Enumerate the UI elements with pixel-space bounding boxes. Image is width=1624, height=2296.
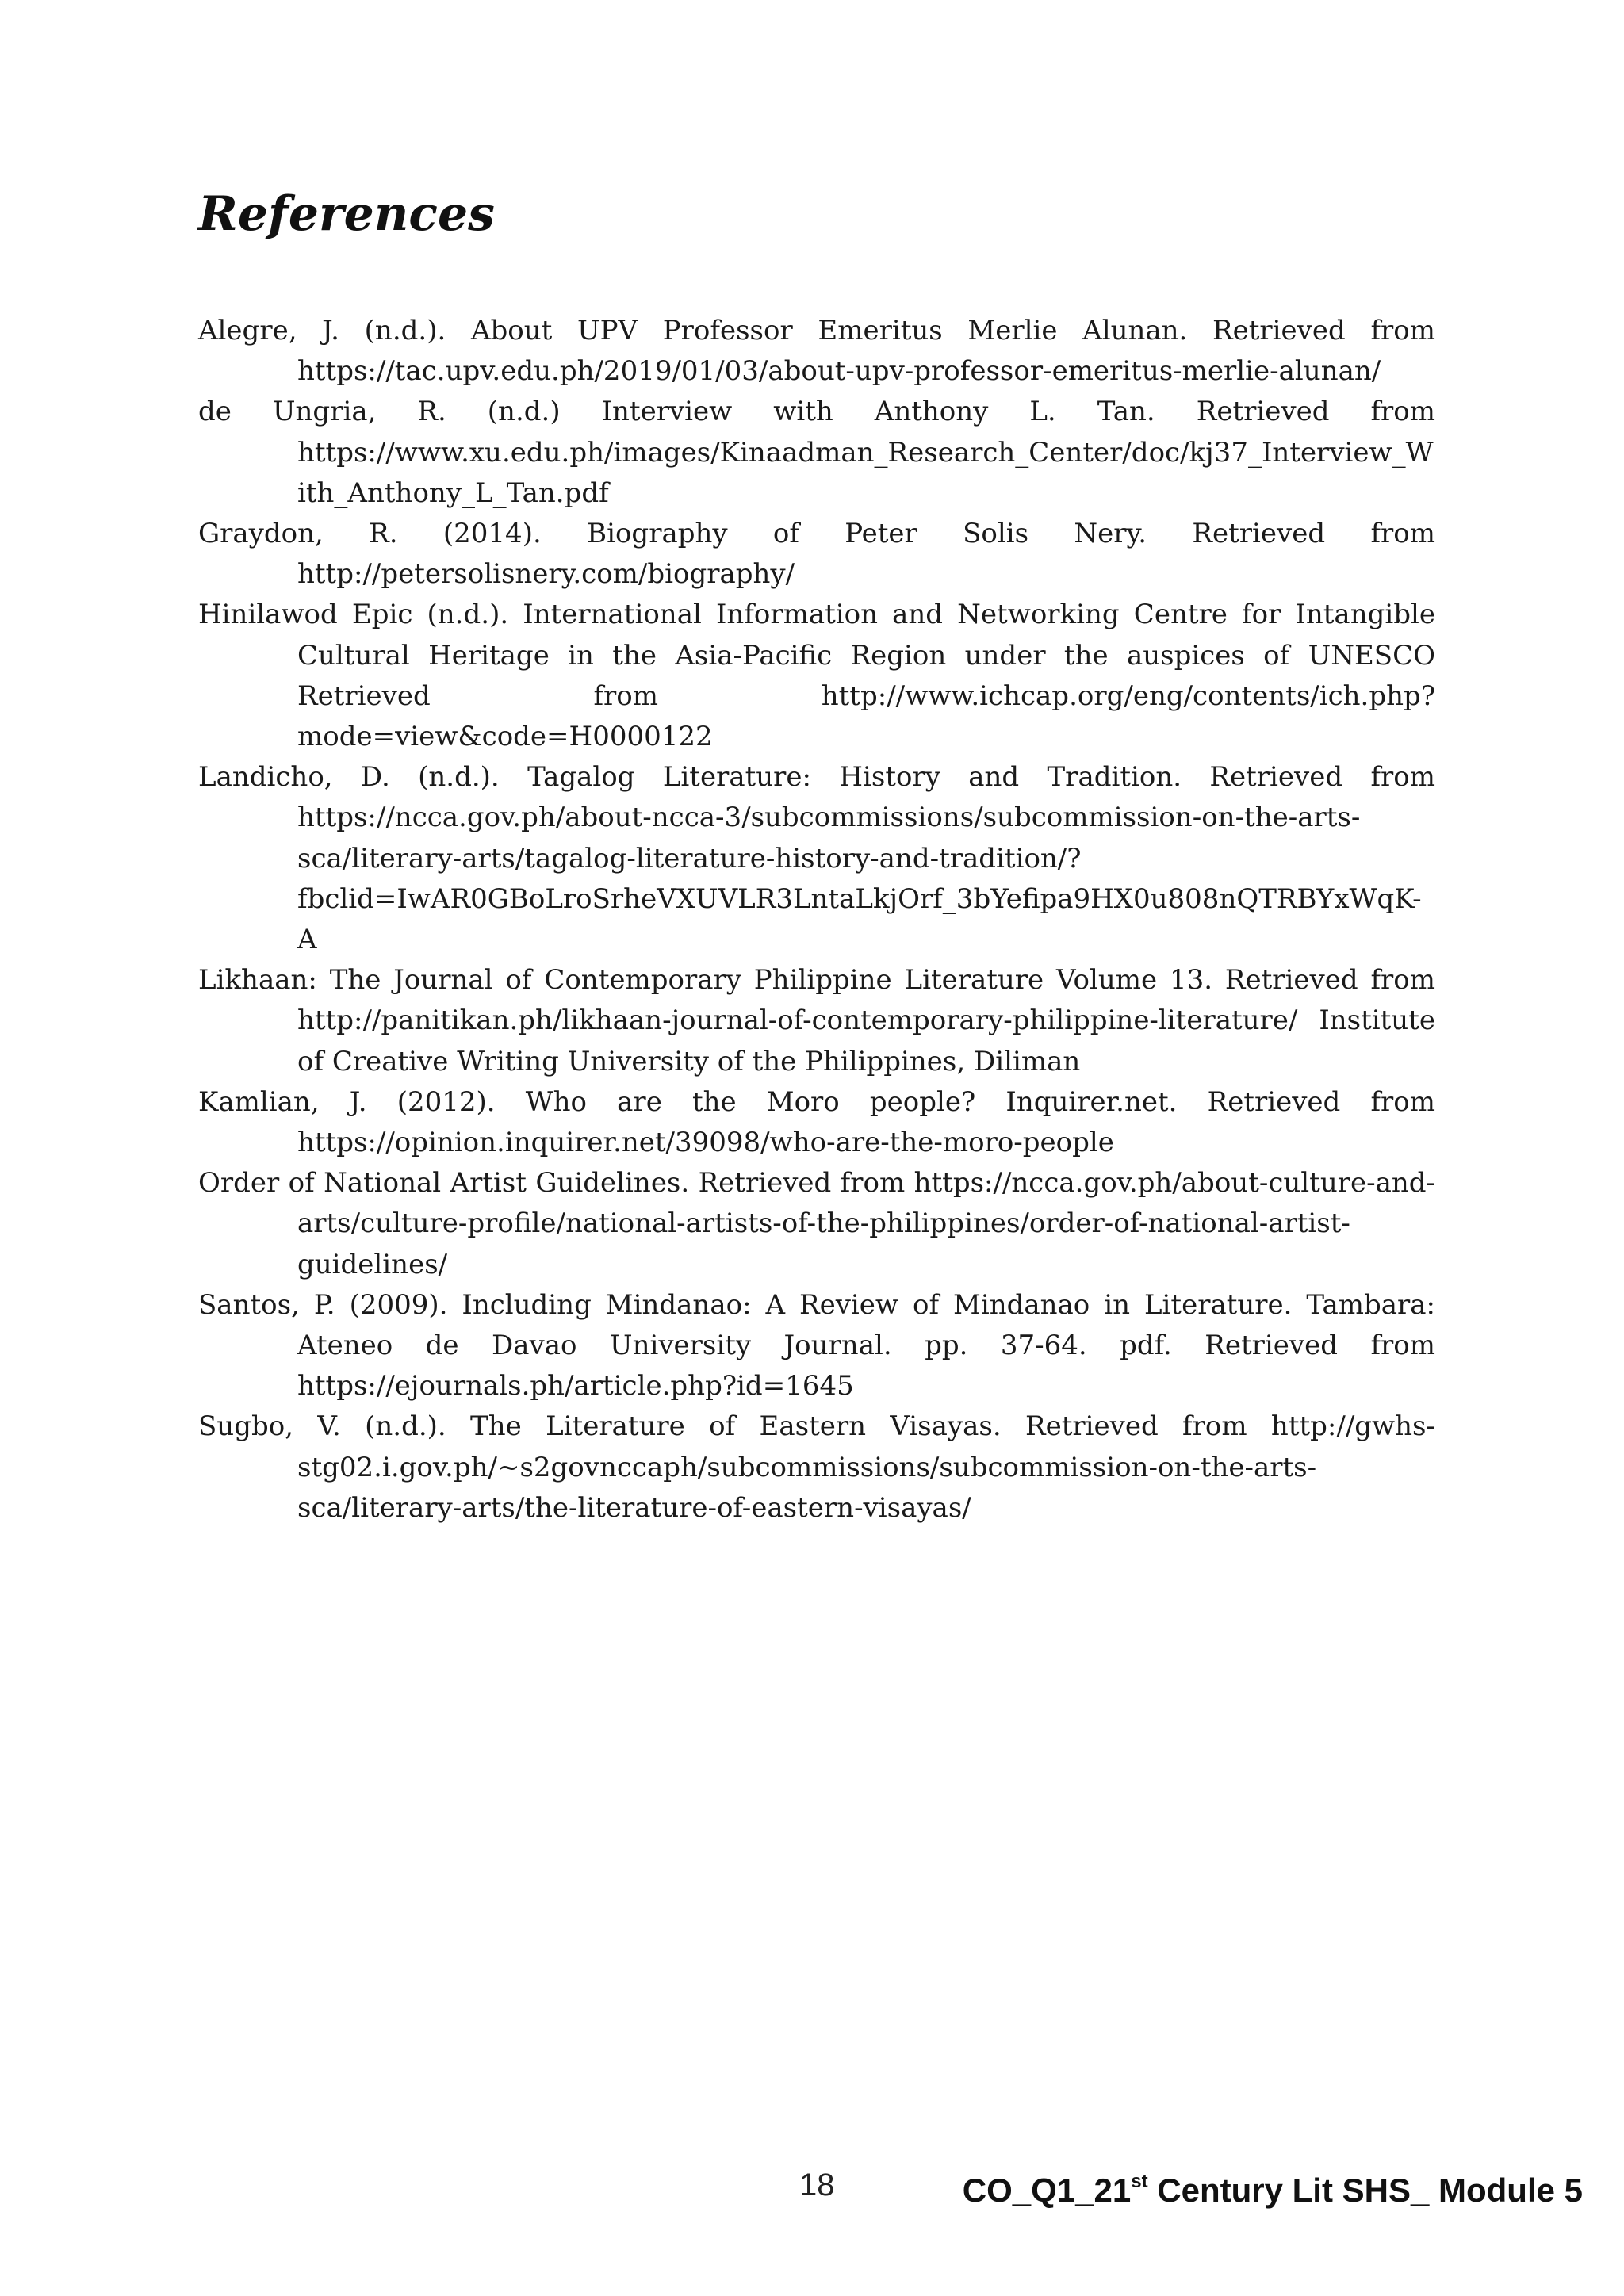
reference-entry: Order of National Artist Guidelines. Retrieved from https://ncca.gov.ph/about-culture-and-arts/culture-profile/national-artists-of-the-philippines/order-of-national-artist-guidelines/: [198, 1167, 1435, 1280]
reference-entry: Likhaan: The Journal of Contemporary Philippine Literature Volume 13. Retrieved from http://panitikan.ph/likhaan-journal-of-contemporary-philippine-literature/ Institute of Creative Writing University of the Philippines, Diliman: [198, 964, 1435, 1077]
reference-entry: Santos, P. (2009). Including Mindanao: A Review of Mindanao in Literature. Tambara: Ateneo de Davao University Journal. pp. 37-64. pdf. Retrieved from https://ejournals.ph/article.php?id=1645: [198, 1288, 1435, 1402]
reference-entry: Sugbo, V. (n.d.). The Literature of Eastern Visayas. Retrieved from http://gwhs-stg02.i.gov.ph/~s2govnccaph/subcommissions/subcommission-on-the-arts-sca/literary-arts/the-literature-of-eastern-visayas/: [198, 1410, 1435, 1524]
page-title: References: [198, 186, 495, 242]
footer-prefix: CO_Q1_21: [962, 2172, 1132, 2209]
reference-entry: Kamlian, J. (2012). Who are the Moro people? Inquirer.net. Retrieved from https://opinion.inquirer.net/39098/who-are-the-moro-people: [198, 1085, 1435, 1159]
reference-entry: Graydon, R. (2014). Biography of Peter Solis Nery. Retrieved from http://petersolisnery.com/biography/: [198, 518, 1435, 591]
reference-entry: de Ungria, R. (n.d.) Interview with Anthony L. Tan. Retrieved from https://www.xu.edu.ph/images/Kinaadman_Research_Center/doc/kj37_Interview_With_Anthony_L_Tan.pdf: [198, 396, 1435, 509]
footer-superscript: st: [1131, 2171, 1148, 2192]
reference-entry: Hinilawod Epic (n.d.). International Information and Networking Centre for Intangible Cultural Heritage in the Asia-Pacific Region under the auspices of UNESCO Retrieved from http://www.ichcap.org/eng/contents/ich.php?mode=view&code=H0000122: [198, 599, 1435, 753]
reference-entry: Landicho, D. (n.d.). Tagalog Literature: History and Tradition. Retrieved from https://ncca.gov.ph/about-ncca-3/subcommissions/subcommission-on-the-arts-sca/literary-arts/tagalog-literature-history-and-tradition/?fbclid=IwAR0GBoLroSrheVXUVLR3LntaLkjOrf_3bYefipa9HX0u808nQTRBYxWqK-A: [198, 761, 1435, 956]
reference-entry: Alegre, J. (n.d.). About UPV Professor Emeritus Merlie Alunan. Retrieved from https://tac.upv.edu.ph/2019/01/03/about-upv-professor-emeritus-merlie-alunan/: [198, 315, 1435, 388]
module-footer-label: [962, 2171, 1583, 2209]
footer-suffix: Century Lit SHS_ Module 5: [1147, 2172, 1583, 2209]
page-number: 18: [799, 2168, 835, 2202]
reference-list: [198, 311, 1435, 1529]
